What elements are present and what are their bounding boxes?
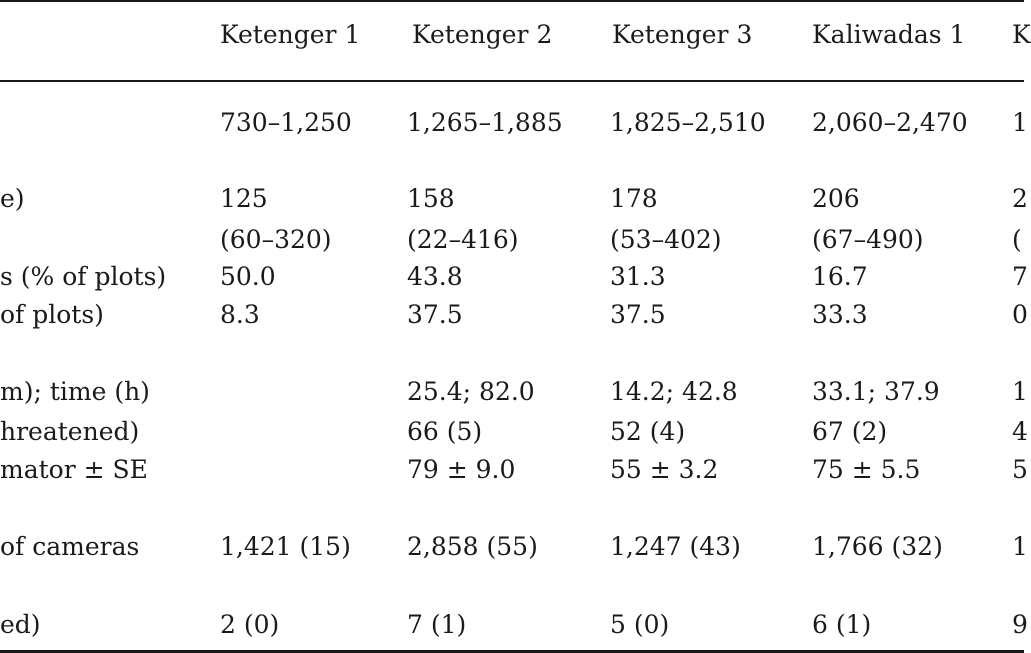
column-header-partial: K (1012, 20, 1031, 49)
table-cell: 1 (1012, 108, 1028, 137)
table-cell: 125 (220, 184, 268, 213)
table-cell: 4 (1012, 417, 1028, 446)
row-label: m); time (h) (0, 377, 150, 406)
table-cell: 75 ± 5.5 (812, 455, 921, 484)
table-cell: 31.3 (610, 262, 666, 291)
table-cell: 5 (0) (610, 610, 670, 639)
table-cell: 1,766 (32) (812, 532, 943, 561)
table-cell: 67 (2) (812, 417, 888, 446)
row-label: of cameras (0, 532, 140, 561)
table-cell: 6 (1) (812, 610, 872, 639)
table-cell: 9 (1012, 610, 1028, 639)
table-cell: 1 (1012, 377, 1028, 406)
table-cell: 1,247 (43) (610, 532, 741, 561)
table-top-rule (0, 0, 1024, 2)
table-cell: 730–1,250 (220, 108, 352, 137)
table-cell: (53–402) (610, 225, 722, 254)
table-cell: 16.7 (812, 262, 868, 291)
table-cell: 33.1; 37.9 (812, 377, 940, 406)
table-cell: 1 (1012, 532, 1028, 561)
table-cell: 79 ± 9.0 (407, 455, 516, 484)
table-cell: 1,421 (15) (220, 532, 351, 561)
row-label: hreatened) (0, 417, 140, 446)
table-header-rule (0, 80, 1024, 82)
table-cell: 37.5 (407, 300, 463, 329)
table-cell: 5 (1012, 455, 1028, 484)
table-cell: (67–490) (812, 225, 924, 254)
table-cell: 52 (4) (610, 417, 686, 446)
table-cell: ( (1012, 225, 1022, 254)
table-cell: 0 (1012, 300, 1028, 329)
column-header-kaliwadas-1: Kaliwadas 1 (812, 20, 966, 49)
table-cell: 1,265–1,885 (407, 108, 563, 137)
table-cell: 7 (1) (407, 610, 467, 639)
table-cell: 14.2; 42.8 (610, 377, 738, 406)
table-cell: 2 (0) (220, 610, 280, 639)
table-cell: (22–416) (407, 225, 519, 254)
table-cell: 2 (1012, 184, 1028, 213)
row-label: s (% of plots) (0, 262, 167, 291)
column-header-ketenger-1: Ketenger 1 (220, 20, 361, 49)
table-cell: 158 (407, 184, 455, 213)
row-label: of plots) (0, 300, 104, 329)
table-cell: 1,825–2,510 (610, 108, 766, 137)
table-cell: 33.3 (812, 300, 868, 329)
table-cell: 178 (610, 184, 658, 213)
row-label: ed) (0, 610, 41, 639)
table-cell: 50.0 (220, 262, 276, 291)
table-cell: 7 (1012, 262, 1028, 291)
table-cell: 25.4; 82.0 (407, 377, 535, 406)
column-header-ketenger-3: Ketenger 3 (612, 20, 753, 49)
table-cell: 8.3 (220, 300, 260, 329)
table-cell: 37.5 (610, 300, 666, 329)
row-label: e) (0, 184, 25, 213)
table-cell: 66 (5) (407, 417, 483, 446)
table-cell: 2,858 (55) (407, 532, 538, 561)
table-cell: 43.8 (407, 262, 463, 291)
table-cell: 55 ± 3.2 (610, 455, 719, 484)
table-cell: 206 (812, 184, 860, 213)
row-label: mator ± SE (0, 455, 148, 484)
table-cell: 2,060–2,470 (812, 108, 968, 137)
column-header-ketenger-2: Ketenger 2 (412, 20, 553, 49)
table-cell: (60–320) (220, 225, 332, 254)
